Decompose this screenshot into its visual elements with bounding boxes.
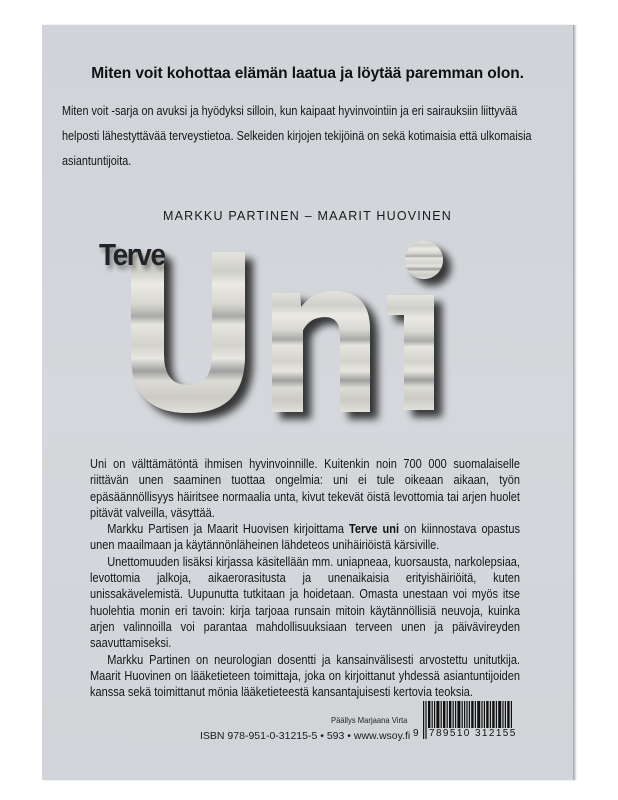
paragraph-2-text-end: on kiinnostava opastus unen maailmaan ja käytännönläheinen lähdeteos unihäiriöistä kärsiville. (90, 521, 520, 553)
uni-title-graphic (42, 25, 573, 445)
authors: MARKKU PARTINEN – MAARIT HUOVINEN (163, 209, 452, 223)
book-back-cover (42, 25, 573, 780)
cover-credit: Päällys Marjaana Virta (331, 715, 408, 725)
barcode (413, 701, 523, 746)
description-text (90, 456, 520, 700)
paragraph-4: Markku Partinen on neurologian dosentti ja kansainvälisesti arvostettu unitutkija. Maarit Huovinen on lääketieteen toimittaja, joka on kirjoittanut yhdessä asiantuntijoiden kanssa sekä toimittanut mönia lääketieteestä kansantajuisesti kertovia teoksia. (90, 651, 520, 700)
paragraph-2 (90, 521, 520, 554)
book-title-inline: Terve uni (348, 521, 400, 537)
paragraph-1: Uni on välttämätöntä ihmisen hyvinvoinnille. Kuitenkin noin 700 000 suomalaiselle riittävän unen saaminen tuottaa ongelmia: uni ei tule oikeaan aikaan, työn epäsäännöllisyys häiritsee normaalia unta, kivut tekevät öistä levottomia tai arjen huolet pitävät valveilla, väsyttää. (90, 456, 520, 520)
paragraph-3: Unettomuuden lisäksi kirjassa käsitellään mm. uniapneaa, kuorsausta, narkolepsiaa, levottomia jalkoja, aikaerorasitusta ja unenaikaisia erityishäiriöitä, kuten unissakävelemistä. Uupunutta tutkitaan ja hoidetaan. Omasta unestaan voi myös itse huolehtia monin eri tavoin: kirja tarjoaa runsain mitoin käytännöllisiä neuvoja, kuinka arjen valinnoilla voi parantaa mahdollisuuksiaan terveen unen ja päivävireyden saavuttamiseksi. (90, 553, 520, 651)
headline: Miten voit kohottaa elämän laatua ja löytää paremman olon. (91, 65, 524, 82)
title-logo (42, 25, 573, 445)
paragraph-2-text: Markku Partisen ja Maarit Huovisen kirjoittama (107, 521, 349, 537)
barcode-digits: 789510 312155 (429, 728, 517, 739)
isbn-line: ISBN 978-951-0-31215-5 • 593 • www.wsoy.fi (200, 730, 411, 742)
barcode-lead-digit: 9 (413, 728, 419, 739)
title-terve: Terve (99, 237, 165, 272)
book-spine-edge (573, 25, 576, 780)
series-intro: Miten voit -sarja on avuksi ja hyödyksi silloin, kun kaipaat hyvinvointiin ja eri sairauksiin liittyvää helposti lähestyttävää terveystietoa. Selkeiden kirjojen tekijöinä on sekä kotimaisia että ulkomaisia asiantuntijoita. (62, 104, 532, 168)
